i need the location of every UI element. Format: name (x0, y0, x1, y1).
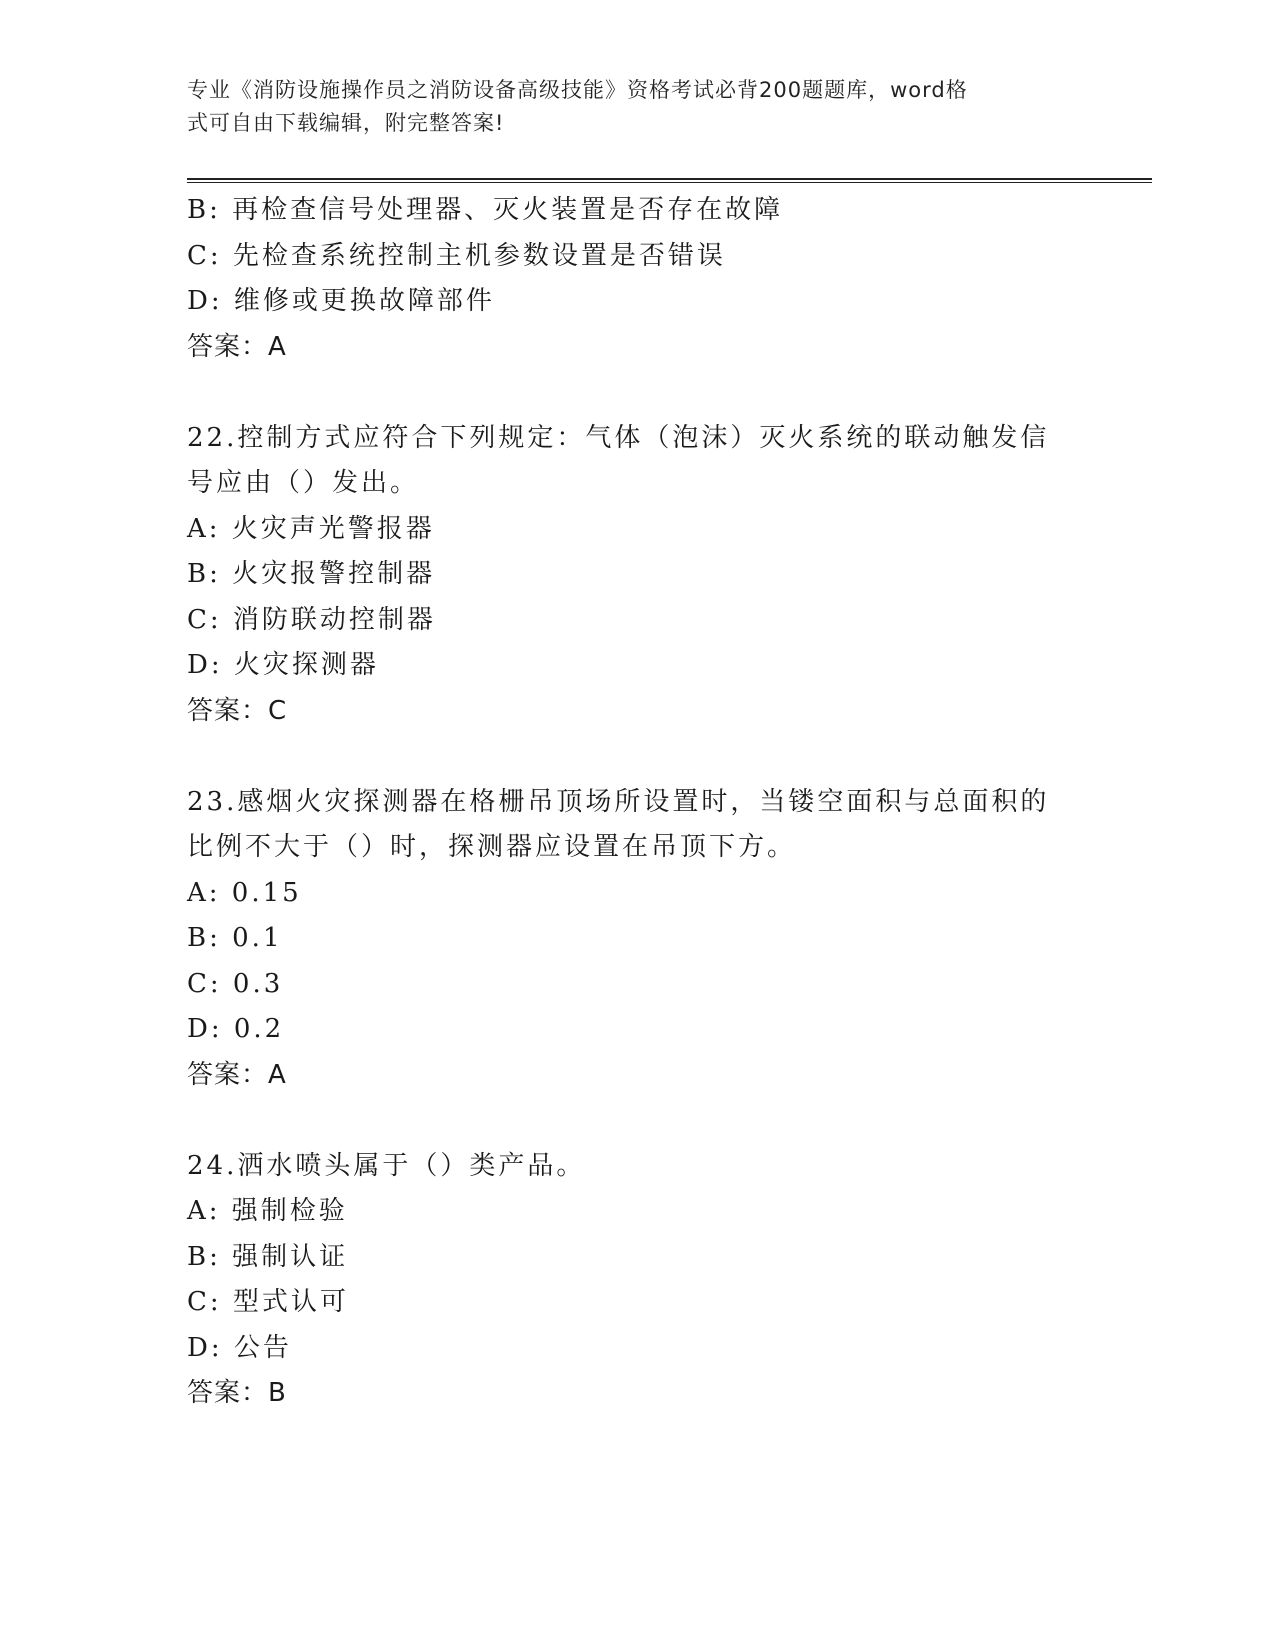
question-21-continued (187, 188, 1087, 370)
question-text: 22.控制方式应符合下列规定：气体（泡沫）灭火系统的联动触发信号应由（）发出。 (187, 422, 1050, 498)
option-d: D: 0.2 (187, 1014, 285, 1044)
option-d: D: 维修或更换故障部件 (187, 286, 495, 316)
header-line-2: 式可自由下载编辑，附完整答案! (187, 111, 505, 135)
option-a: A: 强制检验 (187, 1196, 348, 1226)
option-c: C: 0.3 (187, 968, 284, 999)
option-c: C: 型式认可 (187, 1287, 349, 1317)
spacer (187, 734, 1087, 780)
question-23 (187, 780, 1087, 1099)
question-24 (187, 1144, 1087, 1417)
spacer (187, 1098, 1087, 1144)
spacer (187, 370, 1087, 416)
question-22 (187, 416, 1087, 735)
question-text: 23.感烟火灾探测器在格栅吊顶场所设置时，当镂空面积与总面积的比例不大于（）时，探测器应设置在吊顶下方。 (187, 786, 1050, 862)
answer-line: 答案：A (187, 331, 287, 362)
option-b: B: 强制认证 (187, 1241, 349, 1272)
option-a: A: 火灾声光警报器 (187, 513, 435, 544)
answer-line: 答案：C (187, 695, 288, 726)
option-a: A: 0.15 (187, 877, 302, 908)
document-header (187, 74, 1067, 140)
option-c: C: 先检查系统控制主机参数设置是否错误 (187, 240, 726, 271)
option-b: B: 0.1 (187, 923, 283, 953)
option-b: B: 火灾报警控制器 (187, 559, 436, 589)
header-line-1: 专业《消防设施操作员之消防设备高级技能》资格考试必背200题题库，word格 (187, 78, 968, 102)
option-d: D: 公告 (187, 1332, 292, 1363)
option-d: D: 火灾探测器 (187, 650, 379, 680)
question-list (187, 188, 1087, 1417)
option-c: C: 消防联动控制器 (187, 604, 436, 635)
answer-line: 答案：A (187, 1059, 287, 1090)
option-b: B: 再检查信号处理器、灭火装置是否存在故障 (187, 195, 784, 225)
question-text: 24.洒水喷头属于（）类产品。 (187, 1150, 586, 1181)
header-divider (187, 178, 1152, 183)
answer-line: 答案：B (187, 1378, 287, 1408)
